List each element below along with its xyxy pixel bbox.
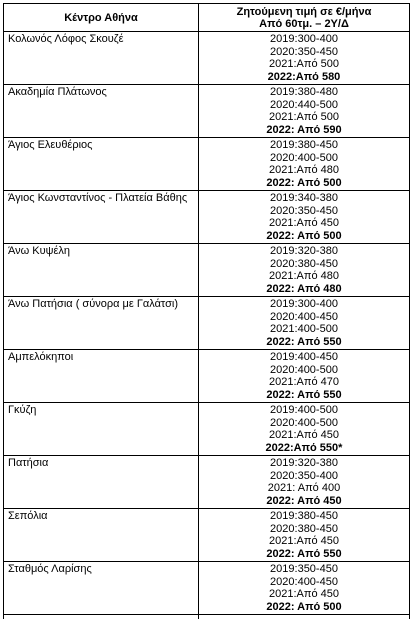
table-row-cut-off [4,615,410,619]
price-line: 2019:340-380 [199,192,409,205]
price-line: 2021:Από 450 [199,535,409,548]
price-cell [199,191,410,244]
price-line: 2019:320-380 [199,457,409,470]
table-body [4,32,410,619]
price-cell [199,350,410,403]
table-row [4,191,410,244]
price-line: 2019:380-450 [199,139,409,152]
price-2022: 2022: Από 590 [199,124,409,137]
price-cell [199,85,410,138]
price-line: 2021:Από 480 [199,270,409,283]
price-line: 2021:Από 500 [199,58,409,71]
price-line: 2020:350-450 [199,46,409,59]
price-2022: 2022: Από 550 [199,548,409,561]
area-column-header: Κέντρο Αθήνα [4,4,199,32]
area-name-cell: Σεπόλια [4,509,199,562]
price-2022: 2022: Από 480 [199,283,409,296]
area-name-cell: Πατήσια [4,456,199,509]
table-row [4,85,410,138]
price-line: 2020:400-500 [199,152,409,165]
price-line: 2020:440-500 [199,99,409,112]
price-line: 2019:300-400 [199,33,409,46]
price-column-header-line2: Από 60τμ. – 2Υ/Δ [199,18,409,30]
price-cell [199,297,410,350]
price-line: 2020:400-450 [199,576,409,589]
table-row [4,350,410,403]
area-name-cell: Άνω Πατήσια ( σύνορα με Γαλάτσι) [4,297,199,350]
empty-cell [199,615,410,619]
price-line: 2019:380-480 [199,86,409,99]
price-line: 2021:Από 450 [199,429,409,442]
price-line: 2021:Από 470 [199,376,409,389]
table-row [4,509,410,562]
price-cell [199,456,410,509]
price-line: 2021:Από 450 [199,588,409,601]
price-column-header [199,4,410,32]
area-name-cell: Ακαδημία Πλάτωνος [4,85,199,138]
price-line: 2020:400-500 [199,364,409,377]
area-name-cell: Άγιος Ελευθέριος [4,138,199,191]
price-line: 2019:350-450 [199,563,409,576]
price-line: 2021:Από 480 [199,164,409,177]
price-table-container [3,3,409,619]
area-name-cell: Γκύζη [4,403,199,456]
price-line: 2019:400-500 [199,404,409,417]
price-line: 2019:320-380 [199,245,409,258]
empty-cell [4,615,199,619]
table-row [4,297,410,350]
price-line: 2021: Από 400 [199,482,409,495]
table-row [4,32,410,85]
price-2022: 2022: Από 500 [199,230,409,243]
price-2022: 2022: Από 550 [199,389,409,402]
price-line: 2021:400-500 [199,323,409,336]
price-cell [199,509,410,562]
price-2022: 2022: Από 500 [199,601,409,614]
area-name-cell: Κολωνός Λόφος Σκουζέ [4,32,199,85]
price-line: 2020:380-450 [199,258,409,271]
area-name-cell: Σταθμός Λαρίσης [4,562,199,615]
table-row [4,456,410,509]
area-name-cell: Άνω Κυψέλη [4,244,199,297]
price-line: 2020:350-450 [199,205,409,218]
price-line: 2020:380-450 [199,523,409,536]
price-line: 2019:380-450 [199,510,409,523]
price-2022: 2022: Από 450 [199,495,409,508]
table-row [4,244,410,297]
price-cell [199,403,410,456]
price-2022: 2022:Από 580 [199,71,409,84]
table-header-row [4,4,410,32]
table-row [4,138,410,191]
price-line: 2020:350-400 [199,470,409,483]
price-line: 2021:Από 450 [199,217,409,230]
price-2022: 2022: Από 500 [199,177,409,190]
price-line: 2019:300-400 [199,298,409,311]
area-name-cell: Αμπελόκηποι [4,350,199,403]
price-line: 2020:400-450 [199,311,409,324]
area-name-cell: Άγιος Κωνσταντίνος - Πλατεία Βάθης [4,191,199,244]
price-line: 2020:400-500 [199,417,409,430]
price-cell [199,138,410,191]
price-2022: 2022: Από 550 [199,336,409,349]
price-cell [199,32,410,85]
price-line: 2019:400-450 [199,351,409,364]
price-cell [199,244,410,297]
table-row [4,562,410,615]
table-row [4,403,410,456]
price-column-header-line1: Ζητούμενη τιμή σε €/μήνα [199,6,409,18]
price-line: 2021:Από 500 [199,111,409,124]
price-cell [199,562,410,615]
price-2022: 2022:Από 550* [199,442,409,455]
rent-price-table [3,3,410,619]
